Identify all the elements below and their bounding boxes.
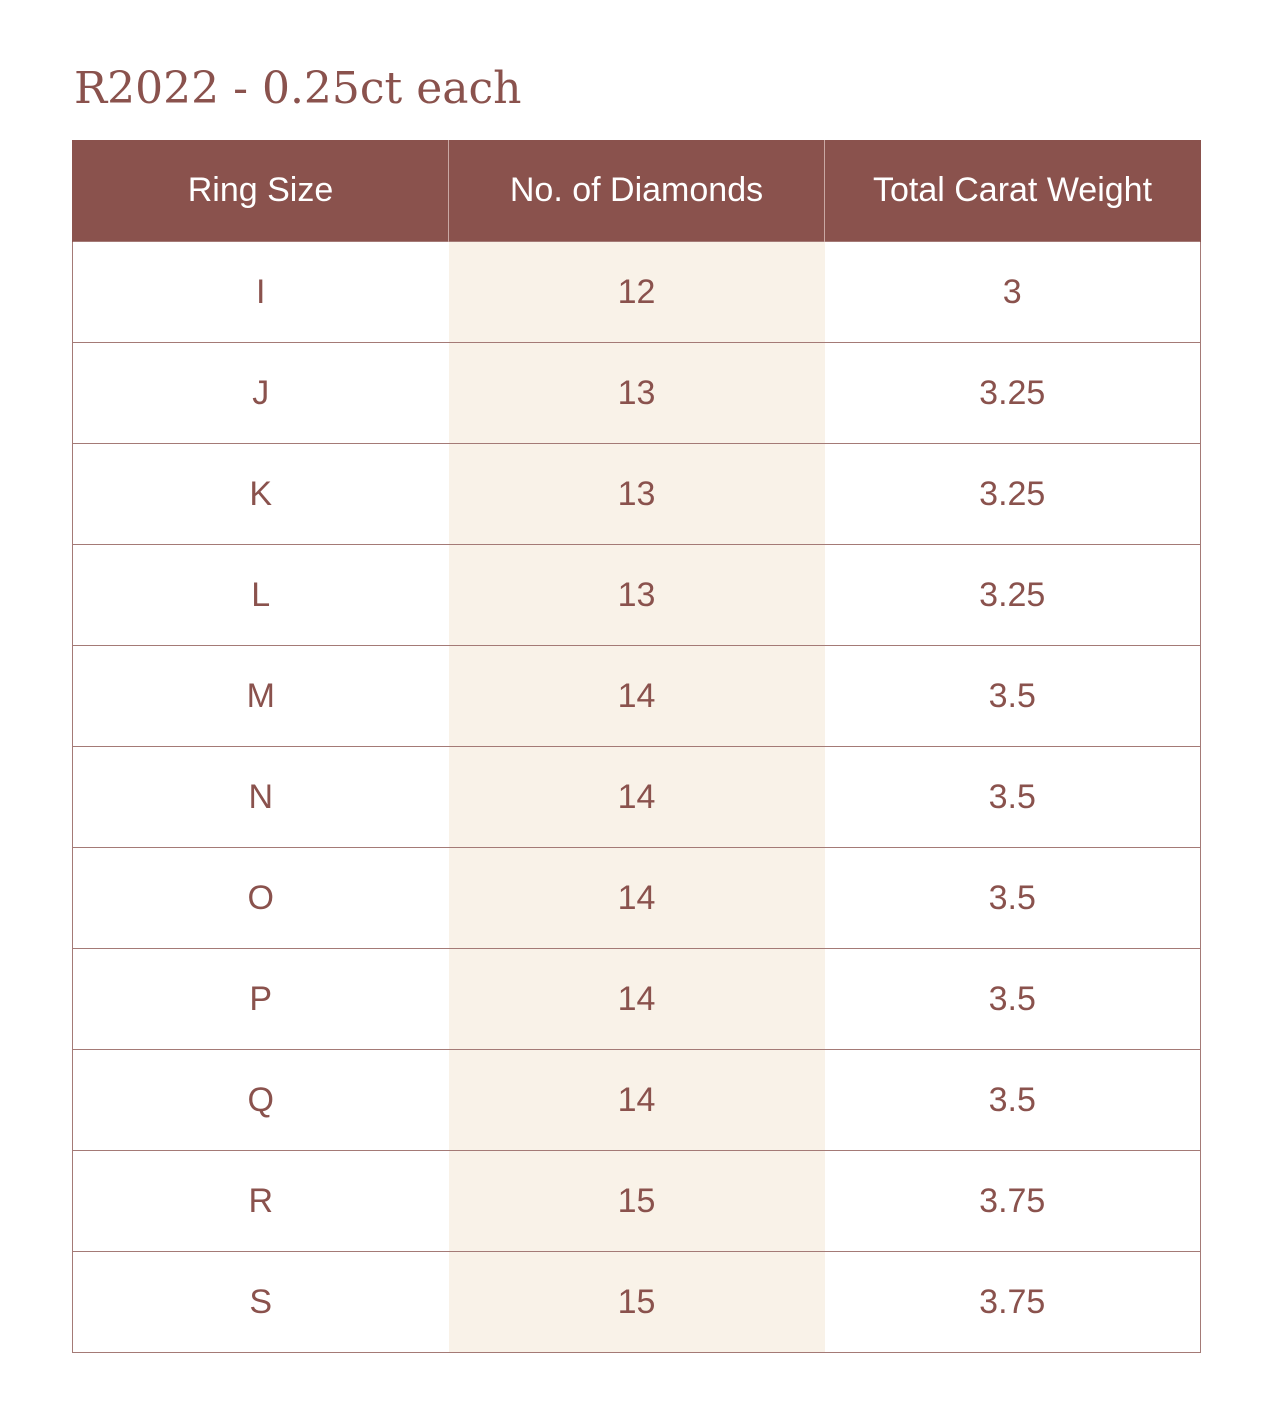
cell-no-of-diamonds: 15 [449, 1151, 825, 1252]
cell-ring-size: I [73, 242, 449, 343]
page-title: R2022 - 0.25ct each [74, 63, 522, 114]
cell-no-of-diamonds: 14 [449, 646, 825, 747]
cell-no-of-diamonds: 13 [449, 545, 825, 646]
cell-ring-size: S [73, 1252, 449, 1353]
table-row [73, 1050, 1201, 1151]
cell-total-carat-weight: 3.5 [825, 646, 1201, 747]
cell-total-carat-weight: 3.75 [825, 1151, 1201, 1252]
cell-ring-size: R [73, 1151, 449, 1252]
cell-ring-size: M [73, 646, 449, 747]
header-ring-size: Ring Size [73, 140, 449, 242]
cell-no-of-diamonds: 14 [449, 949, 825, 1050]
table-row [73, 848, 1201, 949]
cell-total-carat-weight: 3.5 [825, 1050, 1201, 1151]
cell-ring-size: O [73, 848, 449, 949]
ring-size-table [72, 140, 1201, 1353]
cell-no-of-diamonds: 13 [449, 343, 825, 444]
table-row [73, 343, 1201, 444]
table-row [73, 444, 1201, 545]
table-row [73, 747, 1201, 848]
table-row [73, 242, 1201, 343]
cell-total-carat-weight: 3.5 [825, 747, 1201, 848]
table-row [73, 1151, 1201, 1252]
table-row [73, 1252, 1201, 1353]
table-row [73, 545, 1201, 646]
cell-no-of-diamonds: 12 [449, 242, 825, 343]
cell-no-of-diamonds: 14 [449, 848, 825, 949]
header-total-carat-weight: Total Carat Weight [825, 140, 1201, 242]
table-row [73, 949, 1201, 1050]
cell-ring-size: L [73, 545, 449, 646]
cell-total-carat-weight: 3.5 [825, 949, 1201, 1050]
cell-ring-size: Q [73, 1050, 449, 1151]
cell-total-carat-weight: 3.75 [825, 1252, 1201, 1353]
table-header-row [73, 140, 1201, 242]
cell-ring-size: P [73, 949, 449, 1050]
header-no-of-diamonds: No. of Diamonds [449, 140, 825, 242]
table-row [73, 646, 1201, 747]
cell-ring-size: K [73, 444, 449, 545]
cell-no-of-diamonds: 13 [449, 444, 825, 545]
cell-total-carat-weight: 3.25 [825, 545, 1201, 646]
cell-ring-size: J [73, 343, 449, 444]
cell-ring-size: N [73, 747, 449, 848]
cell-total-carat-weight: 3.5 [825, 848, 1201, 949]
cell-total-carat-weight: 3.25 [825, 444, 1201, 545]
cell-total-carat-weight: 3 [825, 242, 1201, 343]
cell-no-of-diamonds: 14 [449, 1050, 825, 1151]
cell-no-of-diamonds: 14 [449, 747, 825, 848]
cell-total-carat-weight: 3.25 [825, 343, 1201, 444]
cell-no-of-diamonds: 15 [449, 1252, 825, 1353]
